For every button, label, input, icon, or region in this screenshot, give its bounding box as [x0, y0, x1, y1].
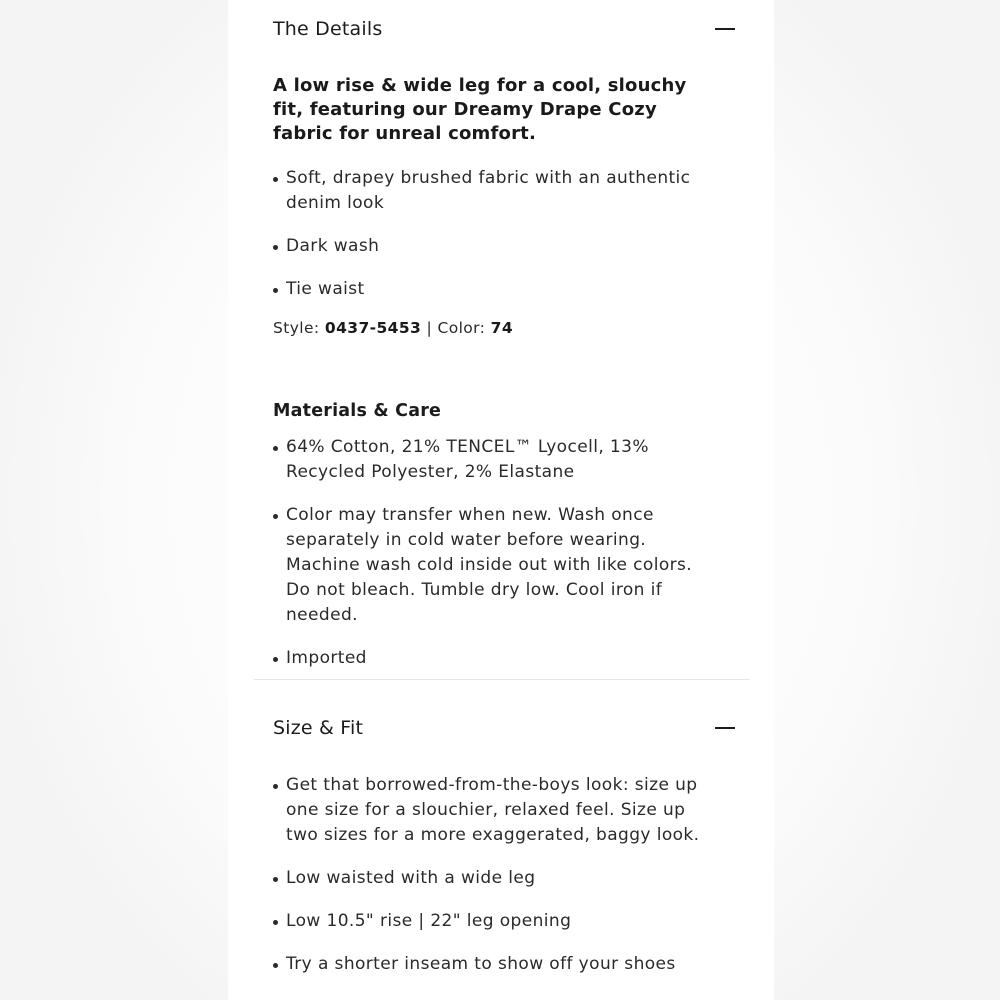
list-item: Color may transfer when new. Wash once separately in cold water before wearing. Machine wash cold inside out with like colors. Do not bleach. Tumble dry low. Cool iron if needed. — [273, 503, 713, 628]
list-item: Low 10.5" rise | 22" leg opening — [273, 909, 713, 934]
materials-title: Materials & Care — [273, 401, 442, 421]
color-code: 74 — [490, 319, 514, 337]
details-section-header[interactable] — [273, 11, 735, 47]
list-item: Try a shorter inseam to show off your shoes — [273, 952, 713, 977]
separator: | — [426, 319, 433, 337]
materials-bullet-list — [273, 435, 713, 689]
minus-icon[interactable] — [715, 19, 735, 39]
list-item: Soft, drapey brushed fabric with an authentic denim look — [273, 166, 713, 216]
size-fit-title: Size & Fit — [273, 717, 364, 739]
details-bullet-list — [273, 166, 713, 320]
minus-icon[interactable] — [715, 718, 735, 738]
size-fit-bullet-list — [273, 773, 713, 995]
size-fit-section-header[interactable] — [273, 710, 735, 746]
list-item: Imported — [273, 646, 713, 671]
details-lead-text: A low rise & wide leg for a cool, slouchy fit, featuring our Dreamy Drape Cozy fabric for unreal comfort. — [273, 75, 687, 144]
list-item: 64% Cotton, 21% TENCEL™ Lyocell, 13% Recycled Polyester, 2% Elastane — [273, 435, 713, 485]
list-item: Tie waist — [273, 277, 713, 302]
list-item: Dark wash — [273, 234, 713, 259]
color-label: Color: — [437, 319, 486, 337]
style-label: Style: — [273, 319, 320, 337]
list-item: Low waisted with a wide leg — [273, 866, 713, 891]
style-number: 0437-5453 — [324, 319, 422, 337]
section-divider — [254, 679, 750, 680]
style-color-info — [273, 319, 513, 337]
details-title: The Details — [273, 18, 383, 40]
list-item: Get that borrowed-from-the-boys look: size up one size for a slouchier, relaxed feel. Size up two sizes for a more exaggerated, baggy look. — [273, 773, 713, 848]
